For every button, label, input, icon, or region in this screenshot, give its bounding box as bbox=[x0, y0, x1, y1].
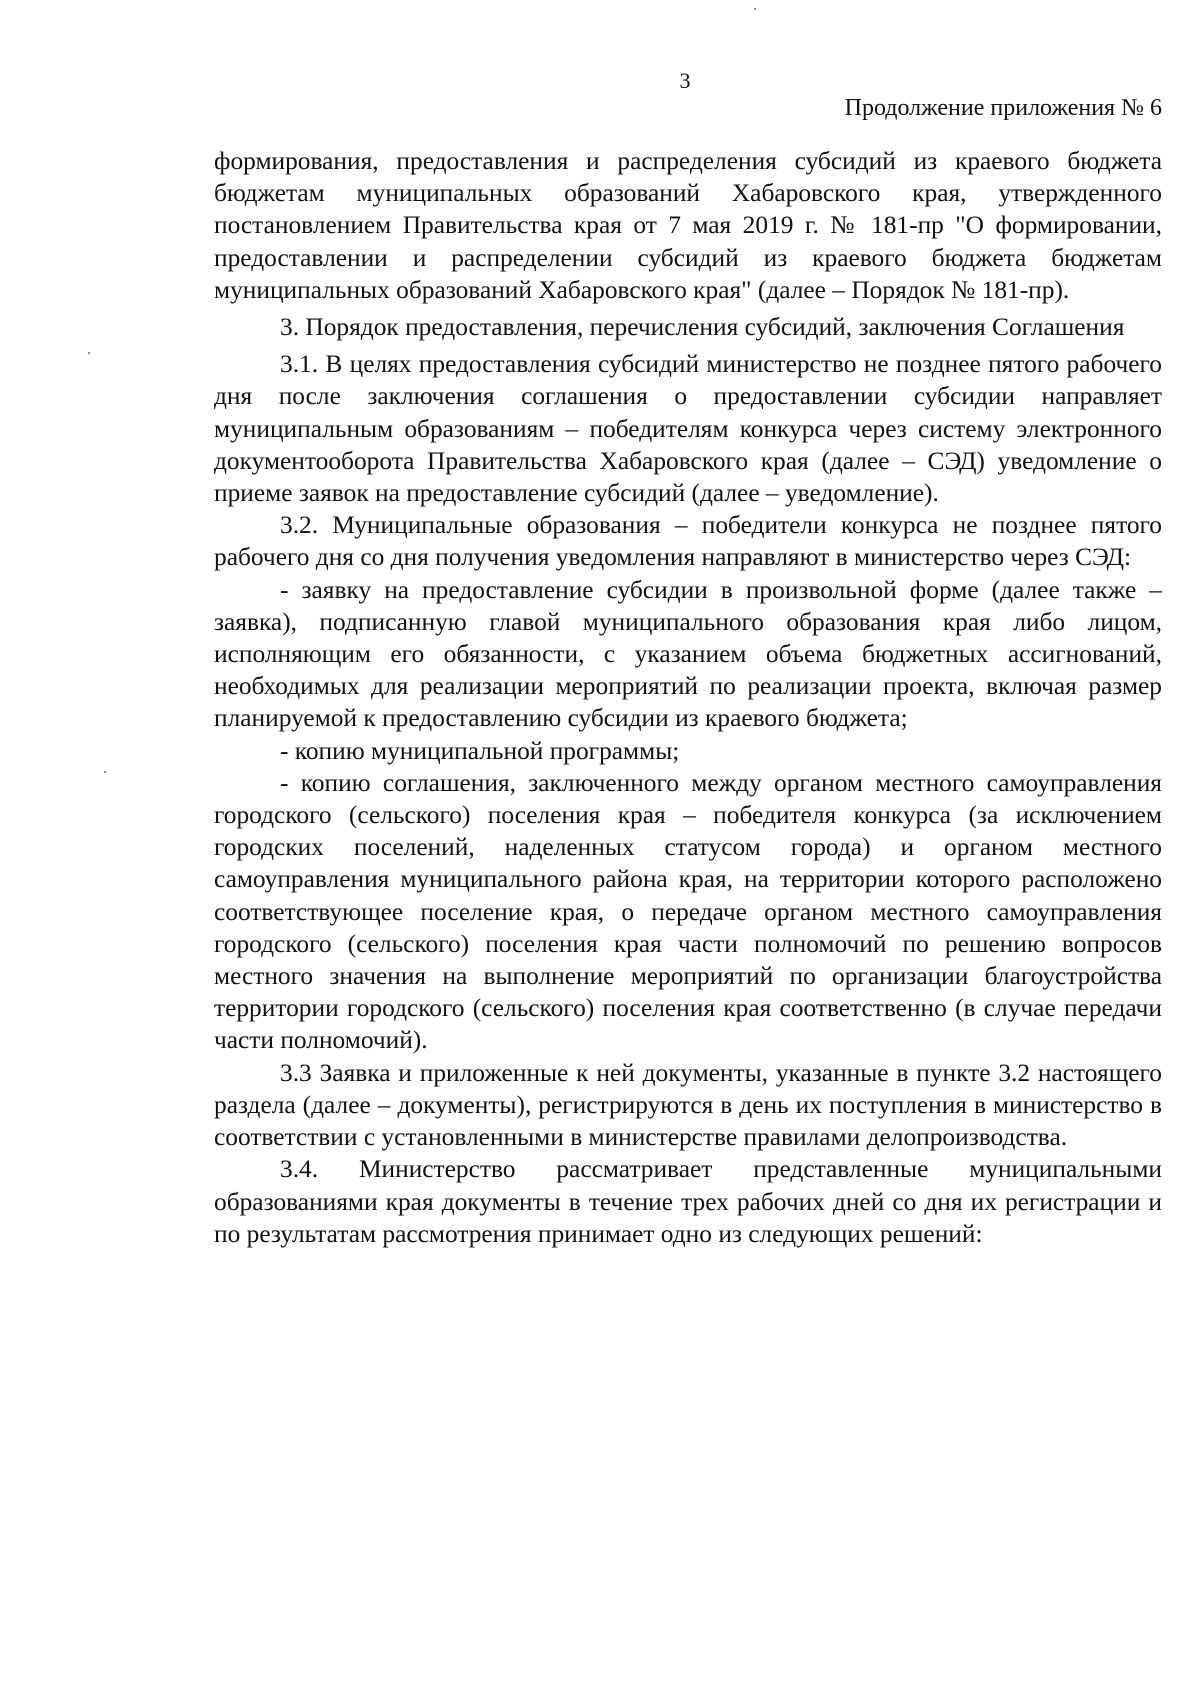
scan-speck bbox=[104, 771, 106, 773]
list-item-application: - заявку на предоставление субсидии в произвольной форме (далее также – заявка), подписанную главой муниципального образования края либо лицом, исполняющим его обязанности, с указанием объема бюджетных ассигнований, необходимых для реализации мероприятий по реализации проекта, включая размер планируемой к предоставлению субсидии из краевого бюджета; bbox=[214, 575, 1162, 733]
paragraph-continuation: формирования, предоставления и распределения субсидий из краевого бюджета бюджетам муниципальных образований Хабаровского края, утвержденного постановлением Правительства края от 7 мая 2019 г. № 181-пр "О формировании, предоставлении и распределении субсидий из краевого бюджета бюджетам муниципальных образований Хабаровского края" (далее – Порядок № 181-пр). bbox=[214, 147, 1162, 304]
paragraph-3-1: 3.1. В целях предоставления субсидий министерство не позднее пятого рабочего дня после заключения соглашения о предоставлении субсидии направляет муниципальным образованиям – победителям конкурса через систему электронного документооборота Правительства Хабаровского края (далее – СЭД) уведомление о приеме заявок на предоставление субсидий (далее – уведомление). bbox=[214, 350, 1162, 508]
section-heading-3: 3. Порядок предоставления, перечисления субсидий, заключения Соглашения bbox=[280, 313, 1125, 342]
list-item-municipal-program: - копию муниципальной программы; bbox=[280, 736, 680, 765]
list-item-agreement-copy: - копию соглашения, заключенного между органом местного самоуправления городского (сельского) поселения края – победителя конкурса (за исключением городских поселений, наделенных статусом города) и органом местного самоуправления муниципального района края, на территории которого расположено соответствующее поселение края, о передаче органом местного самоуправления городского (сельского) поселения края части полномочий по решению вопросов местного значения на выполнение мероприятий по организации благоустройства территории городского (сельского) поселения края соответственно (в случае передачи части полномочий). bbox=[214, 768, 1162, 1055]
scan-speck bbox=[754, 8, 756, 10]
paragraph-3-2: 3.2. Муниципальные образования – победители конкурса не позднее пятого рабочего дня со дня получения уведомления направляют в министерство через СЭД: bbox=[214, 511, 1162, 572]
document-body bbox=[214, 145, 1162, 1250]
paragraph-3-4: 3.4. Министерство рассматривает представленные муниципальными образованиями края документы в течение трех рабочих дней со дня их регистрации и по результатам рассмотрения принимает одно из следующих решений: bbox=[214, 1155, 1162, 1248]
running-header: Продолжение приложения № 6 bbox=[844, 95, 1162, 121]
page-number: 3 bbox=[679, 68, 691, 93]
paragraph-3-3: 3.3 Заявка и приложенные к ней документы, указанные в пункте 3.2 настоящего раздела (далее – документы), регистрируются в день их поступления в министерство в соответствии с установленными в министерстве правилами делопроизводства. bbox=[214, 1058, 1162, 1152]
scan-speck bbox=[88, 352, 90, 354]
